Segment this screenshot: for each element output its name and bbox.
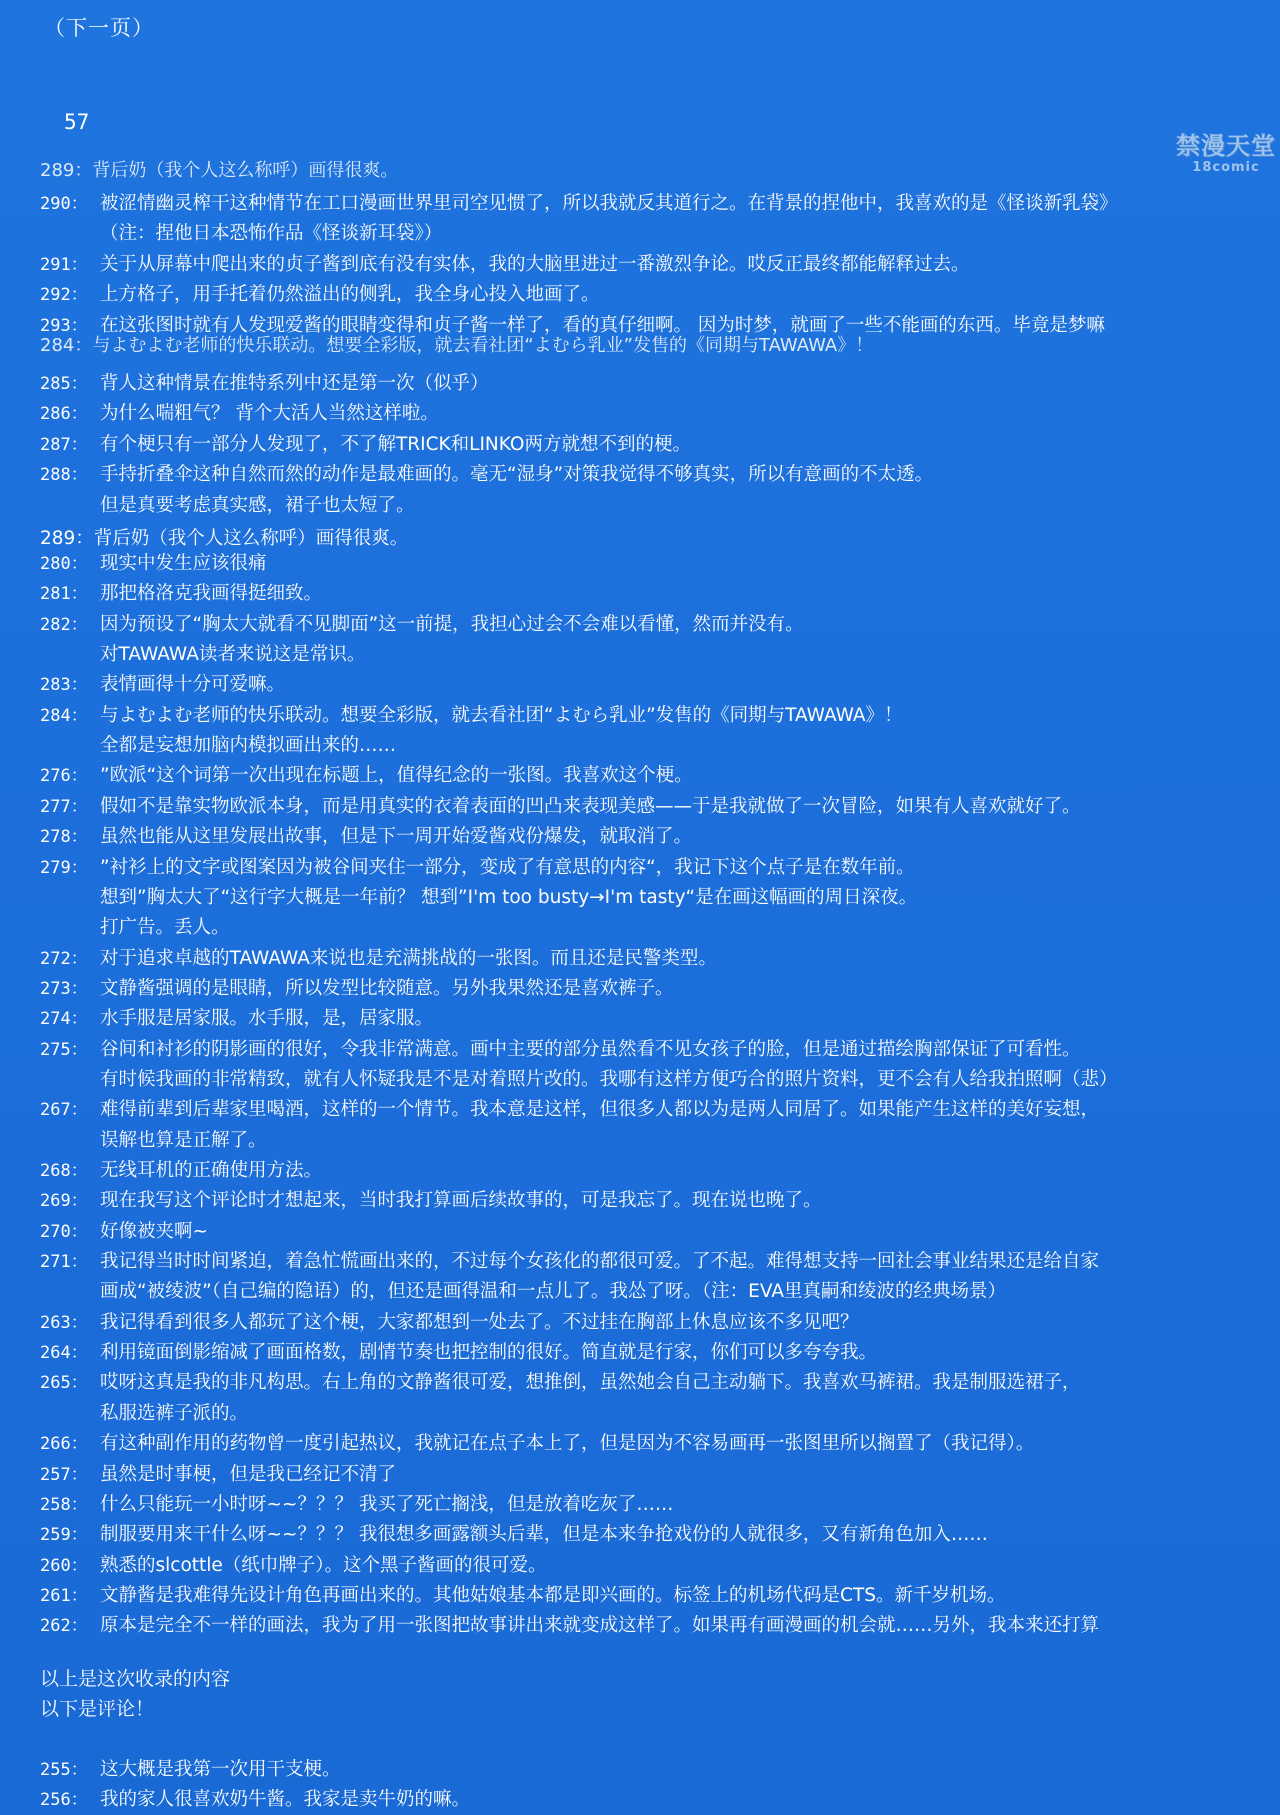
comment-number: 271：	[40, 1252, 88, 1273]
comment-number: 265：	[40, 1373, 88, 1394]
comment-text: 有时候我画的非常精致，就有人怀疑我是不是对着照片改的。我哪有这样方便巧合的照片资料，更不会有人给我拍照啊（悲）	[100, 1068, 1118, 1090]
comment-text: 好像被夹啊~	[100, 1220, 209, 1242]
truncated-line	[40, 527, 409, 549]
comment-text: 那把格洛克我画得挺细致。	[100, 583, 323, 605]
comment-text: 全都是妄想加脑内模拟画出来的……	[100, 735, 397, 757]
watermark-logo	[1172, 132, 1280, 180]
comment-number: 279：	[40, 857, 88, 878]
comment-text: ”欧派“这个词第一次出现在标题上，值得纪念的一张图。我喜欢这个梗。	[100, 765, 693, 787]
comment-number: 266：	[40, 1434, 88, 1455]
comment-number: 263：	[40, 1312, 88, 1333]
comment-text: 有这种副作用的药物曾一度引起热议，我就记在点子本上了，但是因为不容易画再一张图里所以搁置了（我记得）。	[100, 1433, 1035, 1455]
comment-number: 293：	[40, 315, 88, 336]
comment-number: 288：	[40, 465, 88, 486]
comment-number: 267：	[40, 1100, 88, 1121]
cut-off-text: 284：与よむよむ老师的快乐联动。想要全彩版，就去看社团“よむら乳业”发售的《同期与TAWAWA》！	[40, 335, 874, 356]
comment-number: 272：	[40, 948, 88, 969]
comment-number: 274：	[40, 1009, 88, 1030]
comment-number: 284：	[40, 705, 88, 726]
comment-text: 因为预设了“胸太大就看不见脚面”这一前提，我担心过会不会难以看懂，然而并没有。	[100, 613, 804, 635]
comment-number: 281：	[40, 584, 88, 605]
comment-text: 在这张图时就有人发现爱酱的眼睛变得和贞子酱一样了，看的真仔细啊。 因为时梦，就画了一些不能画的东西。毕竟是梦嘛	[100, 314, 1105, 336]
comment-text: 熟悉的slcottle（纸巾牌子）。这个黑子酱画的很可爱。	[100, 1554, 547, 1576]
comment-text: 我记得当时时间紧迫，着急忙慌画出来的，不过每个女孩化的都很可爱。了不起。难得想支持一回社会事业结果还是给自家	[100, 1251, 1100, 1273]
comment-number: 283：	[40, 675, 88, 696]
comment-text: 关于从屏幕中爬出来的贞子酱到底有没有实体，我的大脑里进过一番激烈争论。哎反正最终都能解释过去。	[100, 253, 970, 275]
comment-number: 262：	[40, 1616, 88, 1637]
comment-number: 290：	[40, 194, 88, 214]
comment-number: 278：	[40, 827, 88, 848]
comment-text: 但是真要考虑真实感，裙子也太短了。	[100, 494, 415, 516]
comment-number: 268：	[40, 1161, 88, 1181]
comment-number: 259：	[40, 1525, 88, 1546]
comment-number: 275：	[40, 1039, 88, 1060]
watermark-subtext: 18comic	[1192, 160, 1260, 175]
comment-number: 291：	[40, 254, 88, 275]
next-page-link[interactable]: （下一页）	[44, 16, 154, 40]
comment-text: 难得前辈到后辈家里喝酒，这样的一个情节。我本意是这样，但很多人都以为是两人同居了。如果能产生这样的美好妄想，	[100, 1099, 1100, 1121]
comment-text: （注：捏他日本恐怖作品《怪谈新耳袋》）	[100, 223, 443, 245]
comment-text: 画成“被绫波”（自己编的隐语）的，但还是画得温和一点儿了。我怂了呀。（注：EVA里真嗣和绫波的经典场景）	[100, 1281, 1006, 1303]
comment-text: 想到”胸太大了“这行字大概是一年前？ 想到”I'm too busty→I'm tasty“是在画这幅画的周日深夜。	[100, 886, 918, 908]
intro-line: 以上是这次收录的内容	[40, 1668, 231, 1690]
comment-text: 误解也算是正解了。	[100, 1129, 267, 1151]
cut-off-line	[40, 160, 399, 185]
comment-number: 269：	[40, 1191, 88, 1212]
comment-text: 被涩情幽灵榨干这种情节在工口漫画世界里司空见惯了，所以我就反其道行之。在背景的捏他中，我喜欢的是《怪谈新乳袋》	[100, 193, 1118, 214]
comment-text: 手持折叠伞这种自然而然的动作是最难画的。毫无“湿身”对策我觉得不够真实，所以有意画的不太透。	[100, 464, 934, 486]
comment-text: 对于追求卓越的TAWAWA来说也是充满挑战的一张图。而且还是民警类型。	[100, 947, 717, 969]
comment-text: 上方格子，用手托着仍然溢出的侧乳，我全身心投入地画了。	[100, 284, 600, 306]
comment-text: 与よむよむ老师的快乐联动。想要全彩版，就去看社团“よむら乳业”发售的《同期与TAWAWA》！	[100, 704, 903, 726]
comment-text: 文静酱是我难得先设计角色再画出来的。其他姑娘基本都是即兴画的。标签上的机场代码是CTS。新千岁机场。	[100, 1584, 1006, 1606]
comment-text: 现实中发生应该很痛	[100, 553, 267, 574]
comment-text: 表情画得十分可爱嘛。	[100, 674, 286, 696]
comment-text: 背人这种情景在推特系列中还是第一次（似乎）	[100, 373, 489, 394]
comment-text: 虽然也能从这里发展出故事，但是下一周开始爱酱戏份爆发，就取消了。	[100, 826, 693, 848]
comment-text: 哎呀这真是我的非凡构思。右上角的文静酱很可爱，想推倒，虽然她会自己主动躺下。我喜欢马裤裙。我是制服选裙子，	[100, 1372, 1081, 1394]
comment-number: 277：	[40, 796, 88, 817]
comment-text: 利用镜面倒影缩减了画面格数，剧情节奏也把控制的很好。简直就是行家，你们可以多夸夸我。	[100, 1342, 878, 1364]
comment-text: 我的家人很喜欢奶牛酱。我家是卖牛奶的嘛。	[100, 1789, 471, 1811]
comment-text: 为什么喘粗气？ 背个大活人当然这样啦。	[100, 403, 439, 425]
comment-number: 258：	[40, 1494, 88, 1515]
comment-text: 无线耳机的正确使用方法。	[100, 1160, 323, 1181]
watermark-text: 禁漫天堂	[1176, 132, 1276, 160]
comment-text: 文静酱强调的是眼睛，所以发型比较随意。另外我果然还是喜欢裤子。	[100, 977, 674, 999]
comment-number: 270：	[40, 1221, 88, 1242]
comment-number: 286：	[40, 404, 88, 425]
comment-number: 260：	[40, 1555, 88, 1576]
comment-number: 264：	[40, 1343, 88, 1364]
comment-text: 现在我写这个评论时才想起来，当时我打算画后续故事的，可是我忘了。现在说也晚了。	[100, 1190, 822, 1212]
comment-number: 255：	[40, 1760, 88, 1780]
truncated-text: 289：背后奶（我个人这么称呼）画得很爽。	[40, 528, 409, 549]
comment-text: 制服要用来干什么呀~~？？？ 我很想多画露额头后辈，但是本来争抢戏份的人就很多，又有新角色加入……	[100, 1524, 988, 1546]
intro-line: 以下是评论！	[40, 1698, 155, 1720]
comment-number: 273：	[40, 978, 88, 999]
comment-text: 私服选裤子派的。	[100, 1402, 249, 1424]
comment-text: 这大概是我第一次用干支梗。	[100, 1759, 341, 1780]
comment-text: 有个梗只有一部分人发现了，不了解TRICK和LINKO两方就想不到的梗。	[100, 433, 691, 455]
comment-text: 我记得看到很多人都玩了这个梗，大家都想到一处去了。不过挂在胸部上休息应该不多见吧？	[100, 1311, 859, 1333]
comment-text: 假如不是靠实物欧派本身，而是用真实的衣着表面的凹凸来表现美感——于是我就做了一次冒险，如果有人喜欢就好了。	[100, 795, 1081, 817]
comment-number: 261：	[40, 1585, 88, 1606]
comment-text: 什么只能玩一小时呀~~？？？ 我买了死亡搁浅，但是放着吃灰了……	[100, 1493, 674, 1515]
page-number: 57	[64, 110, 90, 134]
comment-text: 谷间和衬衫的阴影画的很好，令我非常满意。画中主要的部分虽然看不见女孩子的脸，但是通过描绘胸部保证了可看性。	[100, 1038, 1081, 1060]
comment-text: 对TAWAWA读者来说这是常识。	[100, 644, 366, 666]
comment-number: 256：	[40, 1790, 88, 1811]
comment-text: 原本是完全不一样的画法，我为了用一张图把故事讲出来就变成这样了。如果再有画漫画的机会就……另外，我本来还打算	[100, 1615, 1100, 1637]
comment-number: 282：	[40, 614, 88, 635]
comment-number: 280：	[40, 554, 88, 574]
comment-number: 287：	[40, 434, 88, 455]
comment-text: 虽然是时事梗，但是我已经记不清了	[100, 1463, 397, 1485]
cut-off-text: 289：背后奶（我个人这么称呼）画得很爽。	[40, 160, 399, 181]
comment-number: 257：	[40, 1464, 88, 1485]
cut-off-line	[40, 335, 874, 363]
comment-text: 水手服是居家服。水手服，是，居家服。	[100, 1008, 434, 1030]
comment-text: 打广告。丢人。	[100, 917, 230, 939]
comment-text: ”衬衫上的文字或图案因为被谷间夹住一部分，变成了有意思的内容“，我记下这个点子是在数年前。	[100, 856, 915, 878]
comment-number: 276：	[40, 766, 88, 787]
comment-number: 285：	[40, 374, 88, 394]
comment-number: 292：	[40, 285, 88, 306]
